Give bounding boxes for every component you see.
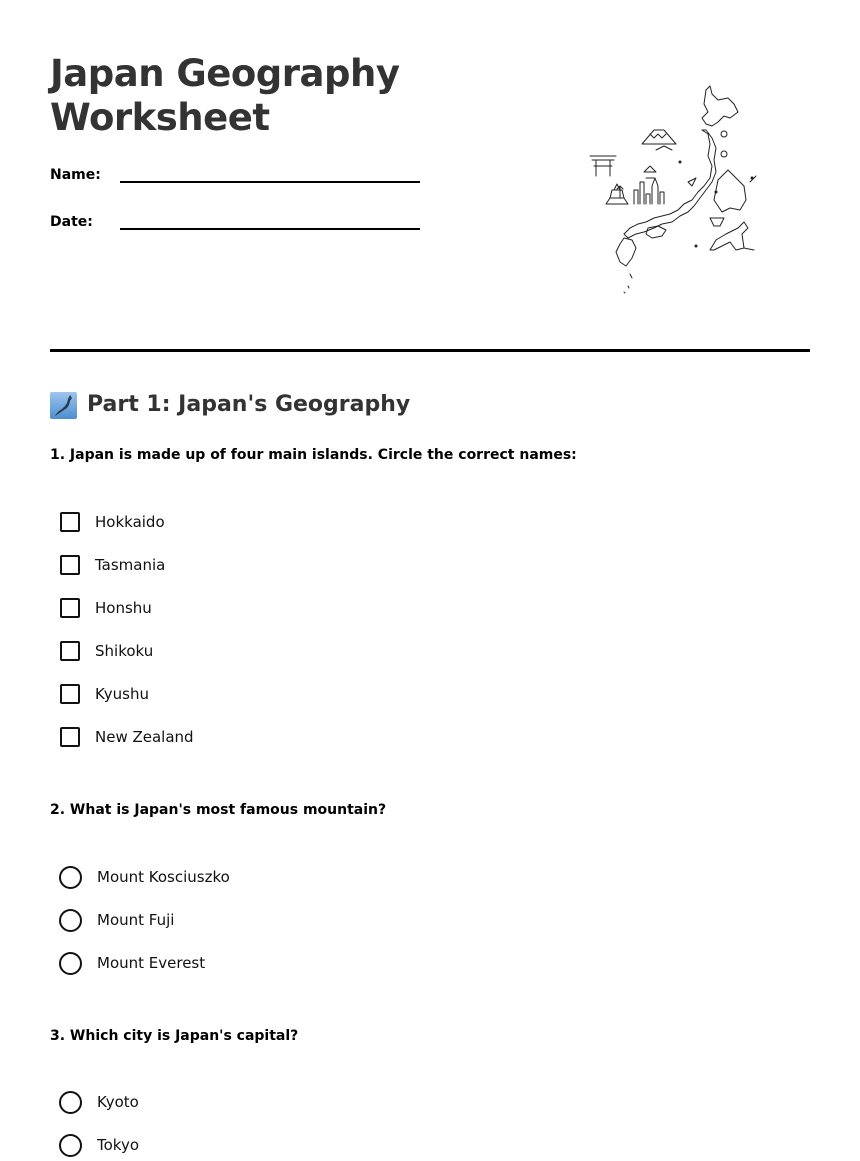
kyushu-outline	[616, 238, 636, 266]
option-kyushu[interactable]	[60, 682, 149, 706]
checkbox[interactable]	[60, 727, 80, 747]
shikoku-outline	[646, 226, 666, 238]
checkbox[interactable]	[60, 512, 80, 532]
option-label: Mount Fuji	[97, 911, 175, 929]
checkbox[interactable]	[60, 641, 80, 661]
name-label: Name:	[50, 167, 101, 183]
option-label: Honshu	[95, 599, 152, 617]
option-label: Tasmania	[95, 556, 166, 574]
option-label: Mount Kosciuszko	[97, 868, 230, 886]
checkbox[interactable]	[60, 555, 80, 575]
option-mount-fuji[interactable]	[60, 908, 174, 932]
option-label: New Zealand	[95, 728, 194, 746]
section-1-heading	[50, 390, 410, 420]
option-hokkaido[interactable]	[60, 510, 165, 534]
option-tasmania[interactable]	[60, 553, 165, 577]
checkbox[interactable]	[60, 598, 80, 618]
section-divider	[50, 349, 810, 352]
option-label: Tokyo	[97, 1136, 139, 1154]
australia-outline	[714, 170, 746, 212]
date-field[interactable]	[50, 213, 430, 237]
option-label: Hokkaido	[95, 513, 165, 531]
option-label: Mount Everest	[97, 954, 206, 972]
option-mount-everest[interactable]	[60, 951, 205, 975]
question-1: 1. Japan is made up of four main islands. Circle the correct names:	[50, 447, 577, 463]
option-mount-kosciuszko[interactable]	[60, 865, 230, 889]
radio-button[interactable]	[59, 1091, 82, 1114]
option-label: Shikoku	[95, 642, 154, 660]
boat-icon	[710, 218, 724, 226]
name-field[interactable]	[50, 166, 430, 190]
radio-button[interactable]	[59, 909, 82, 932]
option-label: Kyoto	[97, 1093, 139, 1111]
option-tokyo[interactable]	[60, 1133, 139, 1157]
japan-map-icon	[50, 392, 77, 419]
section-1-title: Part 1: Japan's Geography	[87, 392, 411, 417]
radio-button[interactable]	[59, 952, 82, 975]
checkbox[interactable]	[60, 684, 80, 704]
japan-map-illustration	[584, 82, 762, 294]
castle-icon	[606, 184, 628, 204]
name-line[interactable]	[120, 181, 420, 183]
cherry-blossom-icon	[688, 131, 727, 186]
honshu-outline	[624, 130, 716, 238]
option-shikoku[interactable]	[60, 639, 153, 663]
option-label: Kyushu	[95, 685, 149, 703]
question-3: 3. Which city is Japan's capital?	[50, 1028, 299, 1044]
islands-south	[624, 274, 632, 293]
date-line[interactable]	[120, 228, 420, 230]
option-honshu[interactable]	[60, 596, 152, 620]
radio-button[interactable]	[59, 866, 82, 889]
worksheet-title: Japan Geography Worksheet	[50, 52, 400, 139]
torii-gate-icon	[590, 156, 616, 176]
date-label: Date:	[50, 214, 93, 230]
option-new-zealand[interactable]	[60, 725, 194, 749]
mount-fuji-icon	[642, 130, 676, 150]
option-kyoto[interactable]	[60, 1090, 139, 1114]
hokkaido-outline	[702, 86, 738, 126]
question-2: 2. What is Japan's most famous mountain?	[50, 802, 387, 818]
radio-button[interactable]	[59, 1134, 82, 1157]
